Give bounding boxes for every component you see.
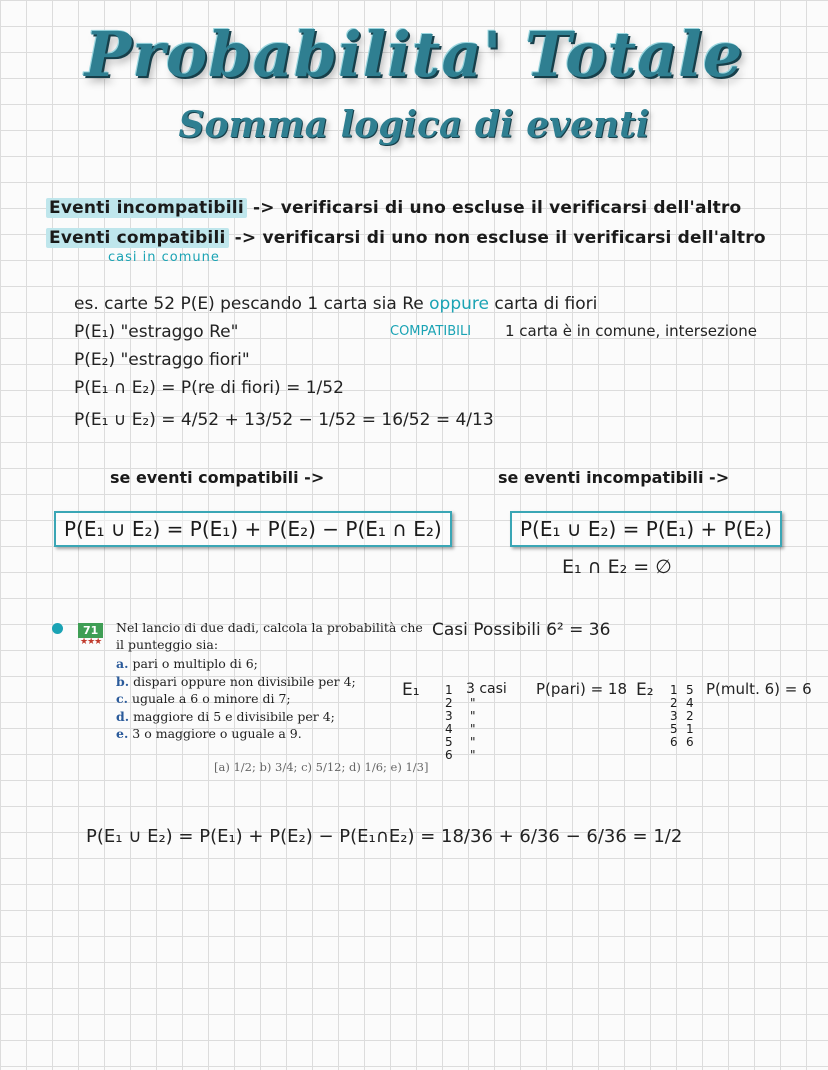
e1-value: 5 bbox=[445, 735, 453, 749]
example-line-1-text: es. carte 52 P(E) pescando 1 carta sia Re bbox=[74, 294, 424, 314]
example-line-1 bbox=[74, 294, 597, 314]
item-letter: e. bbox=[116, 726, 129, 741]
oppure-word: oppure bbox=[429, 294, 489, 314]
page-subtitle: Somma logica di eventi bbox=[178, 104, 650, 146]
e2-value: 1 bbox=[670, 683, 678, 697]
exercise-number-badge bbox=[78, 619, 103, 638]
e1-value: 1 bbox=[445, 683, 453, 697]
exercise-question bbox=[116, 619, 423, 653]
e1-ditto-column bbox=[470, 697, 476, 762]
casi-in-comune-note: casi in comune bbox=[108, 250, 220, 265]
exercise-item-a bbox=[116, 655, 356, 673]
exercise-item-c bbox=[116, 690, 356, 708]
ditto-mark: " bbox=[470, 735, 476, 749]
p-multiplo-6: P(mult. 6) = 6 bbox=[706, 680, 812, 698]
e2-label: E₂ bbox=[636, 680, 654, 700]
e1-label: E₁ bbox=[402, 680, 420, 700]
union-example-formula: P(E₁ ∪ E₂) = 4/52 + 13/52 − 1/52 = 16/52 = 4/13 bbox=[74, 410, 494, 430]
compatibili-label: COMPATIBILI bbox=[390, 324, 472, 339]
item-text: pari o multiplo di 6; bbox=[132, 656, 258, 671]
definition-incompatibili bbox=[46, 198, 741, 218]
e1-column bbox=[445, 684, 453, 762]
item-text: 3 o maggiore o uguale a 9. bbox=[132, 726, 302, 741]
bullet-dot bbox=[52, 623, 63, 634]
example-line-1-end: carta di fiori bbox=[494, 294, 598, 314]
incompatibili-heading: se eventi incompatibili -> bbox=[498, 468, 730, 487]
page-title: Probabilita' Totale bbox=[84, 18, 744, 91]
e2-value: 4 bbox=[686, 696, 694, 710]
e2-value: 5 bbox=[670, 722, 678, 736]
casi-possibili: Casi Possibili 6² = 36 bbox=[432, 620, 611, 640]
e2-value: 2 bbox=[670, 696, 678, 710]
e2-value: 2 bbox=[686, 709, 694, 723]
exercise-number: 71 bbox=[78, 623, 103, 638]
exercise-answers: [a) 1/2; b) 3/4; c) 5/12; d) 1/6; e) 1/3] bbox=[214, 760, 429, 774]
event-e1: P(E₁) "estraggo Re" bbox=[74, 322, 239, 342]
definition-text-compatibili: -> verificarsi di uno non escluse il verificarsi dell'altro bbox=[234, 228, 766, 248]
e2-value: 3 bbox=[670, 709, 678, 723]
exercise-items bbox=[116, 655, 356, 743]
item-letter: c. bbox=[116, 691, 128, 706]
intersection-formula: P(E₁ ∩ E₂) = P(re di fiori) = 1/52 bbox=[74, 378, 344, 398]
item-letter: b. bbox=[116, 673, 130, 689]
e1-value: 4 bbox=[445, 722, 453, 736]
exercise-item-b bbox=[116, 673, 356, 691]
compatibili-formula-box: P(E₁ ∪ E₂) = P(E₁) + P(E₂) − P(E₁ ∩ E₂) bbox=[54, 511, 452, 547]
e1-casi: 3 casi bbox=[466, 681, 507, 697]
exercise-item-e bbox=[116, 725, 356, 743]
empty-set-formula: E₁ ∩ E₂ = ∅ bbox=[562, 556, 672, 578]
ditto-mark: " bbox=[470, 748, 476, 762]
term-incompatibili: Eventi incompatibili bbox=[46, 198, 247, 218]
e1-value: 6 bbox=[445, 748, 453, 762]
comune-intersezione-note: 1 carta è in comune, intersezione bbox=[505, 322, 757, 340]
e2-value: 6 bbox=[670, 735, 678, 749]
item-text: uguale a 6 o minore di 7; bbox=[131, 691, 291, 706]
compatibili-heading: se eventi compatibili -> bbox=[110, 468, 325, 487]
e2-value: 5 bbox=[686, 683, 694, 697]
p-pari: P(pari) = 18 bbox=[536, 680, 627, 698]
e1-value: 3 bbox=[445, 709, 453, 723]
item-text: dispari oppure non divisibile per 4; bbox=[133, 673, 356, 689]
item-letter: a. bbox=[116, 656, 129, 671]
definition-compatibili bbox=[46, 228, 766, 248]
e1-value: 2 bbox=[445, 696, 453, 710]
definition-text-incompatibili: -> verificarsi di uno escluse il verificarsi dell'altro bbox=[252, 198, 742, 218]
incompatibili-formula-box: P(E₁ ∪ E₂) = P(E₁) + P(E₂) bbox=[510, 511, 782, 547]
e2-value: 6 bbox=[686, 735, 694, 749]
e2-value: 1 bbox=[686, 722, 694, 736]
question-line-1: Nel lancio di due dadi, calcola la probabilità che bbox=[116, 620, 423, 635]
ditto-mark: " bbox=[470, 709, 476, 723]
ditto-mark: " bbox=[470, 722, 476, 736]
question-line-2: il punteggio sia: bbox=[116, 637, 219, 652]
term-compatibili: Eventi compatibili bbox=[46, 228, 229, 248]
final-formula: P(E₁ ∪ E₂) = P(E₁) + P(E₂) − P(E₁∩E₂) = 18/36 + 6/36 − 6/36 = 1/2 bbox=[86, 826, 683, 847]
exercise-item-d bbox=[116, 708, 356, 726]
difficulty-stars: ★★★ bbox=[80, 637, 102, 647]
e2-column-1 bbox=[670, 684, 678, 749]
item-letter: d. bbox=[116, 708, 130, 724]
item-text: maggiore di 5 e divisibile per 4; bbox=[133, 708, 335, 724]
ditto-mark: " bbox=[470, 696, 476, 710]
e2-column-2 bbox=[686, 684, 694, 749]
event-e2: P(E₂) "estraggo fiori" bbox=[74, 350, 250, 370]
